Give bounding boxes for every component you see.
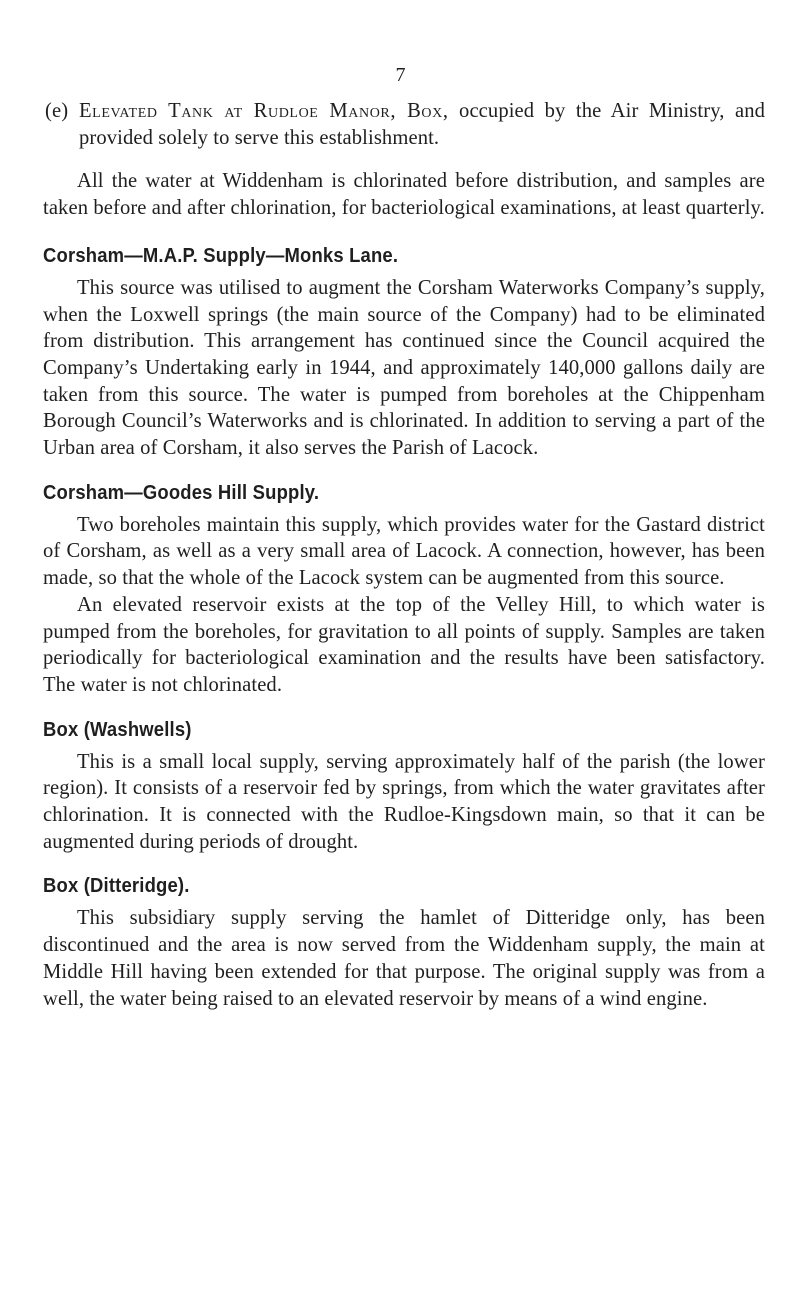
section-heading-box-ditteridge: Box (Ditteridge).	[43, 874, 190, 898]
page-number: 7	[395, 64, 406, 86]
item-e-label: (e)	[45, 100, 69, 122]
widdenham-paragraph: All the water at Widdenham is chlorinated before distribution, and samples are taken before and after chlorination, for bacteriological examinations, at least quarterly.	[43, 170, 765, 220]
section-heading-goodes-hill: Corsham—Goodes Hill Supply.	[43, 480, 320, 504]
box-washwells-paragraph: This is a small local supply, serving approximately half of the parish (the lower region). It consists of a reservoir fed by springs, from which the water gravitates after chlorination. It is connected with the Rudloe-Kingsdown main, so that it can be augmented during periods of drought.	[43, 750, 765, 853]
box-ditteridge-paragraph: This subsidiary supply serving the hamlet of Ditteridge only, has been discontinued and the area is now served from the Widdenham supply, the main at Middle Hill having been extended for that purpose. The original supply was from a well, the water being raised to an elevated reservoir by means of a wind engine.	[43, 907, 765, 1010]
goodes-hill-paragraph-2: An elevated reservoir exists at the top of the Velley Hill, to which water is pumped from the boreholes, for gravitation to all points of supply. Samples are taken periodically for bacteriological examination and the results have been satisfactory. The water is not chlorinated.	[43, 593, 765, 696]
item-e-text: occupied by the Air Ministry, and provided solely to serve this establishment.	[79, 100, 765, 149]
goodes-hill-paragraph-1: Two boreholes maintain this supply, which provides water for the Gastard district of Corsham, as well as a very small area of Lacock. A connection, however, has been made, so that the whole of the Lacock system can be augmented from this source.	[43, 513, 765, 590]
page-body	[43, 98, 765, 1012]
item-e-title: Elevated Tank at Rudloe Manor, Box,	[79, 100, 449, 122]
section-heading-box-washwells: Box (Washwells)	[43, 717, 192, 741]
item-e-paragraph	[45, 98, 765, 151]
section-heading-monks-lane: Corsham—M.A.P. Supply—Monks Lane.	[43, 243, 399, 267]
monks-lane-paragraph: This source was utilised to augment the Corsham Waterworks Company’s supply, when the Loxwell springs (the main source of the Company) had to be eliminated from distribution. This arrangement has continued since the Council acquired the Company’s Undertaking early in 1944, and approximately 140,000 gallons daily are taken from this source. The water is pumped from boreholes at the Chippenham Borough Council’s Waterworks and is chlorinated. In addition to serving a part of the Urban area of Corsham, it also serves the Parish of Lacock.	[43, 276, 765, 460]
